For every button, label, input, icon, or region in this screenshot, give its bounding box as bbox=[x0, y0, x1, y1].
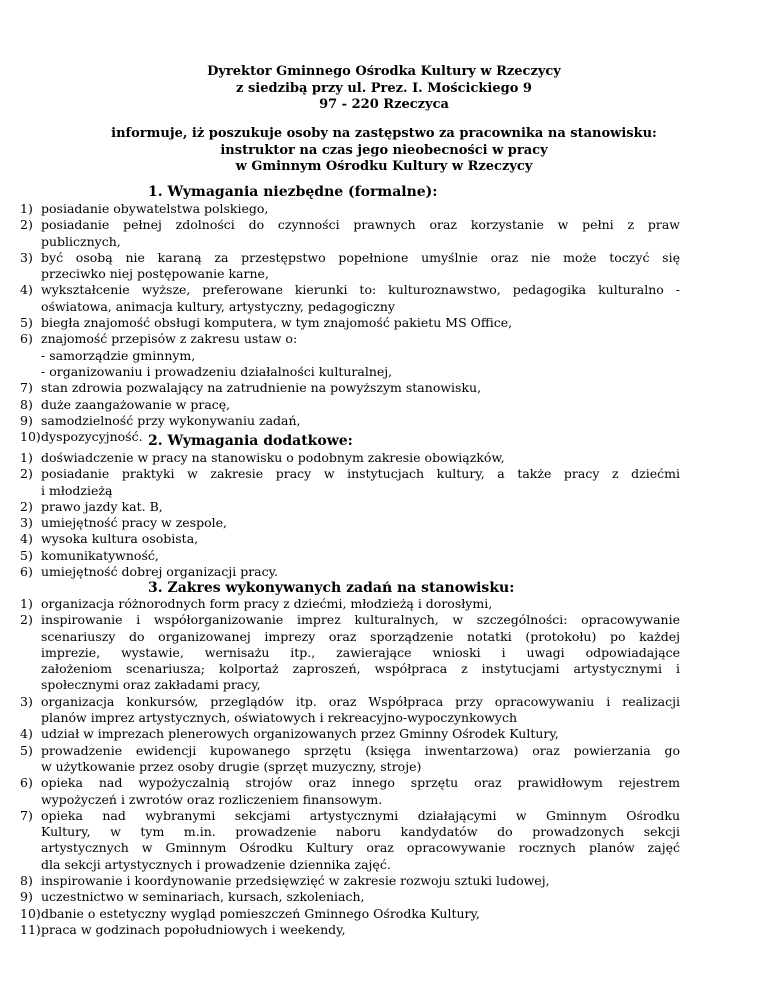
list-item-text bbox=[41, 922, 680, 938]
list-item-number: 9) bbox=[20, 889, 33, 905]
announcement-line-2: instruktor na czas jego nieobecności w pracy bbox=[220, 142, 548, 158]
list-item-number: 6) bbox=[20, 564, 33, 580]
list-item-text bbox=[41, 743, 680, 776]
list-item-number: 5) bbox=[20, 315, 33, 331]
list-item-text bbox=[41, 564, 680, 580]
header-line-2: z siedzibą przy ul. Prez. I. Mościckiego 9 bbox=[236, 80, 532, 96]
list-item-line: umiejętność pracy w zespole, bbox=[41, 515, 227, 531]
list-item bbox=[20, 217, 680, 250]
list-item bbox=[20, 331, 680, 380]
list-item-line: udział w imprezach plenerowych organizowanych przez Gminny Ośrodek Kultury, bbox=[41, 726, 559, 742]
list-item-text bbox=[41, 775, 680, 808]
list-item-text bbox=[41, 217, 680, 250]
list-item-number: 4) bbox=[20, 282, 33, 298]
list-item-line: duże zaangażowanie w pracę, bbox=[41, 396, 231, 412]
list-item-text bbox=[41, 429, 680, 445]
list-item-text bbox=[41, 596, 680, 612]
list-item-line: planów imprez artystycznych, oświatowych i rekreacyjno-wypoczynkowych bbox=[41, 710, 518, 726]
list-item-line: artystycznych w Gminnym Ośrodku Kultury oraz opracowywanie rocznych planów zajęć bbox=[41, 840, 680, 856]
list-item-line: znajomość przepisów z zakresu ustaw o: bbox=[41, 331, 298, 347]
list-item bbox=[20, 596, 680, 612]
section-2-heading: 2. Wymagania dodatkowe: bbox=[148, 433, 353, 449]
list-item-text bbox=[41, 726, 680, 742]
list-item bbox=[20, 873, 680, 889]
list-item-number: 2) bbox=[20, 498, 33, 514]
list-item bbox=[20, 694, 680, 727]
list-item-line: oświatowa, animacja kultury, artystyczny, pedagogiczny bbox=[41, 298, 395, 314]
list-item-number: 4) bbox=[20, 531, 33, 547]
list-item-number: 2) bbox=[20, 612, 33, 628]
list-item-text bbox=[41, 889, 680, 905]
list-item-line: komunikatywność, bbox=[41, 547, 159, 563]
list-item-line: inspirowanie i współorganizowanie imprez kulturalnych, w szczególności: opracowywanie bbox=[41, 612, 680, 628]
list-item-line: samodzielność przy wykonywaniu zadań, bbox=[41, 412, 301, 428]
list-item-line: wysoka kultura osobista, bbox=[41, 531, 199, 547]
list-item-text bbox=[41, 612, 680, 693]
list-item bbox=[20, 413, 680, 429]
list-item-text bbox=[41, 694, 680, 727]
list-item-line: organizacja konkursów, przeglądów itp. oraz Współpraca przy opracowywaniu i realizacji bbox=[41, 693, 680, 709]
list-item-line: prawo jazdy kat. B, bbox=[41, 498, 163, 514]
list-item-line: opieka nad wypożyczalnią strojów oraz innego sprzętu oraz prawidłowym rejestrem bbox=[41, 775, 680, 791]
list-item bbox=[20, 250, 680, 283]
list-item bbox=[20, 380, 680, 396]
list-item-line: i młodzieżą bbox=[41, 482, 113, 498]
list-item-number: 3) bbox=[20, 693, 33, 709]
list-item-line: być osobą nie karaną za przestępstwo popełnione umyślnie oraz nie może toczyć się bbox=[41, 249, 680, 265]
list-item-number: 11) bbox=[20, 921, 41, 937]
list-item-line: umiejętność dobrej organizacji pracy. bbox=[41, 564, 279, 580]
list-item-line: prowadzenie ewidencji kupowanego sprzętu (księga inwentarzowa) oraz powierzania go bbox=[41, 742, 680, 758]
list-item-number: 9) bbox=[20, 412, 33, 428]
list-item-text bbox=[41, 201, 680, 217]
list-item-text bbox=[41, 331, 680, 380]
section-1-heading: 1. Wymagania niezbędne (formalne): bbox=[148, 184, 438, 200]
list-item-line: posiadanie obywatelstwa polskiego, bbox=[41, 201, 269, 216]
section-3-list bbox=[20, 596, 680, 938]
announcement-line-3: w Gminnym Ośrodku Kultury w Rzeczycy bbox=[235, 159, 533, 174]
section-3-heading: 3. Zakres wykonywanych zadań na stanowisku: bbox=[148, 580, 515, 596]
list-item-line: społecznymi oraz zakładami pracy, bbox=[41, 677, 261, 693]
list-item-text bbox=[41, 250, 680, 283]
list-item bbox=[20, 564, 680, 580]
list-item-text bbox=[41, 548, 680, 564]
list-item-number: 6) bbox=[20, 331, 33, 347]
list-item bbox=[20, 515, 680, 531]
list-item-number: 7) bbox=[20, 380, 33, 396]
announcement-block bbox=[0, 126, 768, 176]
list-item-line: - organizowaniu i prowadzeniu działalności kulturalnej, bbox=[41, 363, 393, 379]
list-item-number: 1) bbox=[20, 450, 33, 465]
section-2-list bbox=[20, 450, 680, 580]
list-item bbox=[20, 906, 680, 922]
list-item-number: 10) bbox=[20, 905, 41, 921]
list-item bbox=[20, 315, 680, 331]
list-item-text bbox=[41, 315, 680, 331]
announcement-line-1: informuje, iż poszukuje osoby na zastępstwo za pracownika na stanowisku: bbox=[111, 126, 657, 141]
header-line-3: 97 - 220 Rzeczyca bbox=[319, 97, 449, 112]
list-item-text bbox=[41, 515, 680, 531]
list-item bbox=[20, 743, 680, 776]
list-item-line: imprezie, wystawie, wernisażu itp., zawierające wnioski i uwagi odpowiadające bbox=[41, 644, 680, 660]
list-item bbox=[20, 889, 680, 905]
list-item bbox=[20, 922, 680, 938]
list-item-number: 1) bbox=[20, 596, 33, 611]
list-item bbox=[20, 397, 680, 413]
list-item-text bbox=[41, 531, 680, 547]
list-item-line: dbanie o estetyczny wygląd pomieszczeń Gminnego Ośrodka Kultury, bbox=[41, 905, 480, 921]
list-item bbox=[20, 726, 680, 742]
list-item-number: 3) bbox=[20, 515, 33, 531]
list-item-number: 2) bbox=[20, 217, 33, 233]
list-item bbox=[20, 499, 680, 515]
list-item bbox=[20, 282, 680, 315]
list-item-number: 1) bbox=[20, 201, 33, 216]
list-item-text bbox=[41, 466, 680, 499]
list-item-text bbox=[41, 397, 680, 413]
list-item-text bbox=[41, 906, 680, 922]
list-item-line: dla sekcji artystycznych i prowadzenie dziennika zajęć. bbox=[41, 856, 391, 872]
list-item-number: 6) bbox=[20, 775, 33, 791]
list-item-line: doświadczenie w pracy na stanowisku o podobnym zakresie obowiązków, bbox=[41, 450, 505, 465]
list-item-line: publicznych, bbox=[41, 233, 121, 249]
list-item-number: 2) bbox=[20, 466, 33, 482]
list-item-line: biegła znajomość obsługi komputera, w tym znajomość pakietu MS Office, bbox=[41, 315, 513, 331]
list-item-text bbox=[41, 499, 680, 515]
list-item-number: 4) bbox=[20, 726, 33, 742]
list-item-line: inspirowanie i koordynowanie przedsięwzięć w zakresie rozwoju sztuki ludowej, bbox=[41, 873, 550, 889]
list-item-line: przeciwko niej postępowanie karne, bbox=[41, 266, 269, 282]
list-item bbox=[20, 450, 680, 466]
list-item-line: wykształcenie wyższe, preferowane kierunki to: kulturoznawstwo, pedagogika kulturalno - bbox=[41, 282, 680, 298]
list-item bbox=[20, 808, 680, 873]
list-item-text bbox=[41, 873, 680, 889]
list-item-number: 5) bbox=[20, 547, 33, 563]
list-item-line: posiadanie praktyki w zakresie pracy w instytucjach kultury, a także pracy z dziećmi bbox=[41, 466, 680, 482]
list-item-line: stan zdrowia pozwalający na zatrudnienie na powyższym stanowisku, bbox=[41, 380, 482, 396]
list-item bbox=[20, 531, 680, 547]
list-item bbox=[20, 466, 680, 499]
list-item-text bbox=[41, 450, 680, 466]
list-item-line: uczestnictwo w seminariach, kursach, szkoleniach, bbox=[41, 889, 365, 905]
list-item-line: wypożyczeń i zwrotów oraz rozliczeniem finansowym. bbox=[41, 791, 383, 807]
list-item-line: organizacja różnorodnych form pracy z dziećmi, młodzieżą i dorosłymi, bbox=[41, 596, 493, 611]
list-item-line: posiadanie pełnej zdolności do czynności prawnych oraz korzystanie w pełni z praw bbox=[41, 217, 680, 233]
list-item-line: praca w godzinach popołudniowych i weekendy, bbox=[41, 921, 346, 937]
list-item-text bbox=[41, 808, 680, 873]
list-item-text bbox=[41, 282, 680, 315]
list-item bbox=[20, 201, 680, 217]
list-item-line: dyspozycyjność. bbox=[41, 429, 143, 445]
list-item bbox=[20, 612, 680, 693]
list-item-line: scenariuszy do organizowanej imprezy oraz sporządzenie notatki (protokołu) po każdej bbox=[41, 628, 680, 644]
list-item bbox=[20, 775, 680, 808]
list-item-number: 8) bbox=[20, 873, 33, 889]
list-item-number: 3) bbox=[20, 249, 33, 265]
header-block bbox=[0, 64, 768, 114]
list-item-line: Kultury, w tym m.in. prowadzenie naboru kandydatów do prowadzonych sekcji bbox=[41, 824, 680, 840]
list-item-text bbox=[41, 380, 680, 396]
list-item-line: - samorządzie gminnym, bbox=[41, 347, 196, 363]
list-item-number: 5) bbox=[20, 742, 33, 758]
section-1-list bbox=[20, 201, 680, 445]
list-item-text bbox=[41, 413, 680, 429]
list-item bbox=[20, 548, 680, 564]
list-item-number: 10) bbox=[20, 429, 41, 445]
list-item-line: założeniom scenariusza; kolportaż zaproszeń, współpraca z instytucjami artystycznymi i bbox=[41, 661, 680, 677]
list-item-line: opieka nad wybranymi sekcjami artystycznymi działającymi w Gminnym Ośrodku bbox=[41, 807, 680, 823]
header-line-1: Dyrektor Gminnego Ośrodka Kultury w Rzeczycy bbox=[207, 64, 561, 79]
list-item-number: 8) bbox=[20, 396, 33, 412]
list-item-number: 7) bbox=[20, 807, 33, 823]
list-item-line: w użytkowanie przez osoby drugie (sprzęt muzyczny, stroje) bbox=[41, 758, 422, 774]
